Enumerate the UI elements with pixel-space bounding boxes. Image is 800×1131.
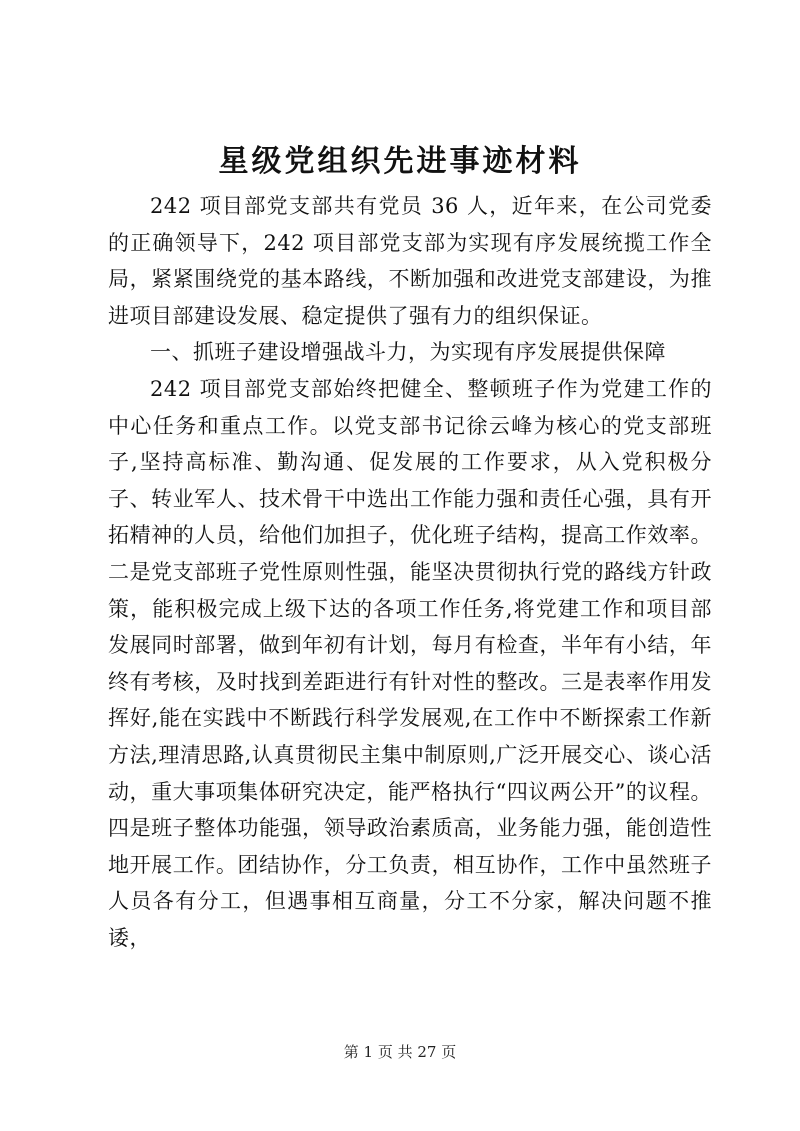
paragraph-intro: 242 项目部党支部共有党员 36 人，近年来，在公司党委的正确领导下，242 项目部党支部为实现有序发展统揽工作全局，紧紧围绕党的基本路线，不断加强和改进党支部建设，为推进项目部建设发展、稳定提供了强有力的组织保证。 — [108, 194, 712, 328]
section-heading-1: 一、抓班子建设增强战斗力，为实现有序发展提供保障 — [150, 340, 666, 365]
document-body — [108, 188, 712, 956]
page-number-footer: 第 1 页 共 27 页 — [343, 1043, 457, 1061]
document-title: 星级党组织先进事迹材料 — [218, 144, 582, 179]
paragraph-section-1: 242 项目部党支部始终把健全、整顿班子作为党建工作的中心任务和重点工作。以党支部书记徐云峰为核心的党支部班子,坚持高标准、勤沟通、促发展的工作要求，从入党积极分子、转业军人、技术骨干中选出工作能力强和责任心强，具有开拓精神的人员，给他们加担子，优化班子结构，提高工作效率。二是党支部班子党性原则性强，能坚决贯彻执行党的路线方针政策，能积极完成上级下达的各项工作任务,将党建工作和项目部发展同时部署，做到年初有计划，每月有检查，半年有小结，年终有考核，及时找到差距进行有针对性的整改。三是表率作用发挥好,能在实践中不断践行科学发展观,在工作中不断探索工作新方法,理清思路,认真贯彻民主集中制原则,广泛开展交心、谈心活动，重大事项集体研究决定，能严格执行“四议两公开”的议程。四是班子整体功能强，领导政治素质高，业务能力强，能创造性地开展工作。团结协作，分工负责，相互协作，工作中虽然班子人员各有分工，但遇事相互商量，分工不分家，解决问题不推诿， — [108, 376, 712, 950]
